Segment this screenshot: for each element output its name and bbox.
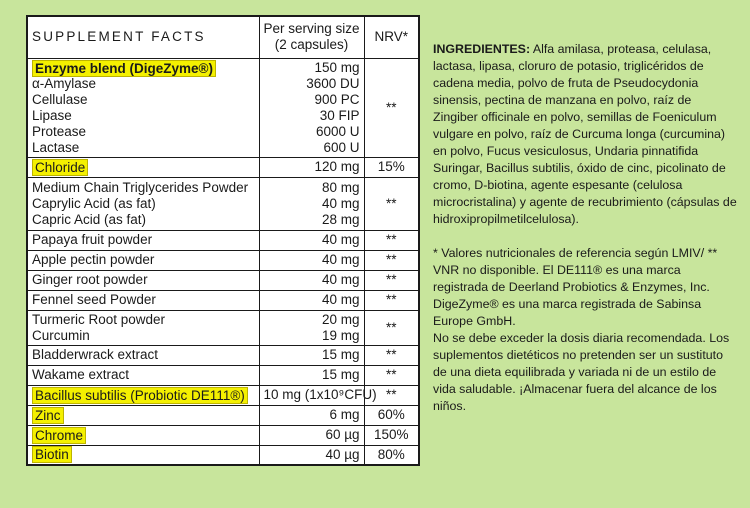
- enzyme-blend-names: [27, 58, 259, 157]
- nutrient-name: Turmeric Root powder: [32, 311, 166, 327]
- nutrient-nrv: **: [364, 385, 419, 405]
- nutrient-amount: 40 mg: [259, 250, 364, 270]
- nutrient-name: Bacillus subtilis (Probiotic DE111®): [32, 387, 248, 404]
- enzyme-blend-amount: 150 mg: [314, 59, 360, 75]
- turmeric-row: [27, 310, 419, 345]
- enzyme-blend-title: Enzyme blend (DigeZyme®): [32, 60, 216, 77]
- nrv-header: NRV*: [364, 16, 419, 58]
- nutrient-nrv: **: [364, 250, 419, 270]
- nutrient-name: Bladderwrack extract: [27, 345, 259, 365]
- ingredients-paragraph: [433, 41, 738, 228]
- nutrient-nrv: **: [364, 345, 419, 365]
- serving-size-header-line1: Per serving size: [263, 21, 360, 37]
- table-row: [27, 270, 419, 290]
- nutrient-name: Curcumin: [32, 327, 90, 343]
- nutrient-nrv: **: [364, 177, 419, 230]
- enzyme-item-amount: 600 U: [323, 139, 360, 155]
- nutrient-name: Chrome: [32, 427, 86, 444]
- enzyme-blend-amounts: [259, 58, 364, 157]
- enzyme-blend-nrv: **: [364, 58, 419, 157]
- ingredients-label: INGREDIENTES:: [433, 42, 531, 56]
- nutrient-amount: 28 mg: [321, 211, 360, 227]
- nutrient-amount: 40 mg: [321, 195, 360, 211]
- nutrient-amount: 19 mg: [321, 327, 360, 343]
- nutrient-name: Medium Chain Triglycerides Powder: [32, 179, 249, 195]
- nutrient-name-cell: [27, 445, 259, 465]
- nutrient-amount: 15 mg: [259, 365, 364, 385]
- nutrient-amount: 40 mg: [259, 290, 364, 310]
- turmeric-names: [27, 310, 259, 345]
- enzyme-blend-row: [27, 58, 419, 157]
- warning-note: No se debe exceder la dosis diaria recomendada. Los suplementos dietéticos no pretenden ser un sustituto de una dieta equilibrada y variada ni de un estilo de vida saludable. ¡Almacenar fuera del alcance de los niños.: [433, 331, 730, 413]
- nutrient-name: Papaya fruit powder: [27, 230, 259, 250]
- nutrient-nrv: **: [364, 365, 419, 385]
- mct-row: [27, 177, 419, 230]
- nutrient-amount: 15 mg: [259, 345, 364, 365]
- nutrient-nrv: **: [364, 270, 419, 290]
- mineral-row: [27, 405, 419, 425]
- nutrient-name: Wakame extract: [27, 365, 259, 385]
- nutrient-name-cell: [27, 405, 259, 425]
- reference-note: * Valores nutricionales de referencia según LMIV/ ** VNR no disponible. El DE111® es una marca registrada de Deerland Probiotics & Enzymes, Inc. DigeZyme® es una marca registrada de Sabinsa Europe GmbH.: [433, 246, 718, 328]
- table-header-row: [27, 16, 419, 58]
- table-row: [27, 365, 419, 385]
- nutrient-name: Caprylic Acid (as fat): [32, 195, 156, 211]
- enzyme-item-amount: 900 PC: [314, 91, 360, 107]
- nutrient-name: Ginger root powder: [27, 270, 259, 290]
- nutrient-amount: 40 mg: [259, 270, 364, 290]
- chloride-row: [27, 157, 419, 177]
- nutrient-nrv: 15%: [364, 157, 419, 177]
- nutrient-name-cell: [27, 425, 259, 445]
- mct-amounts: [259, 177, 364, 230]
- nutrient-nrv: **: [364, 230, 419, 250]
- nutrient-name: Biotin: [32, 446, 72, 463]
- ingredients-panel: [433, 41, 738, 415]
- nutrient-amount: 6 mg: [259, 405, 364, 425]
- nutrient-amount: 60 µg: [259, 425, 364, 445]
- enzyme-item-name: Lactase: [32, 139, 80, 155]
- nutrient-nrv: **: [364, 310, 419, 345]
- ingredients-text: Alfa amilasa, proteasa, celulasa, lactasa, lipasa, cloruro de potasio, triglicéridos de cadena media, polvo de fruta de Pseudocydonia sinensis, pectina de manzana en polvo, raíz de Zingiber officinale en polvo, semillas de Foeniculum vulgare en polvo, raíz de Curcuma longa (curcumina) en polvo, Fucus vesiculosus, Undaria pinnatifida Suringar, Bacillus subtilis, óxido de cinc, picolinato de cromo, D-biotina, agente espesante (celulosa microcristalina) y agente de recubrimiento (cápsulas de hidroxipropilmetilcelulosa).: [433, 42, 737, 226]
- enzyme-item-amount: 6000 U: [315, 123, 360, 139]
- nutrient-name: Apple pectin powder: [27, 250, 259, 270]
- enzyme-item-name: α-Amylase: [32, 75, 97, 91]
- nutrient-nrv: 80%: [364, 445, 419, 465]
- serving-size-header-line2: (2 capsules): [274, 37, 349, 53]
- table-row: [27, 290, 419, 310]
- mineral-row: [27, 445, 419, 465]
- table-title: SUPPLEMENT FACTS: [27, 16, 259, 58]
- table-row: [27, 230, 419, 250]
- nutrient-name: Zinc: [32, 407, 64, 424]
- nutrient-name-cell: [27, 385, 259, 405]
- nutrient-name: Chloride: [32, 159, 88, 176]
- nutrient-amount: 120 mg: [259, 157, 364, 177]
- mct-names: [27, 177, 259, 230]
- enzyme-item-name: Lipase: [32, 107, 72, 123]
- nutrient-amount: 10 mg (1x10⁹CFU): [259, 385, 364, 405]
- enzyme-item-name: Protease: [32, 123, 87, 139]
- nutrient-name-cell: [27, 157, 259, 177]
- nutrient-amount: 40 mg: [259, 230, 364, 250]
- mineral-row: [27, 425, 419, 445]
- nutrient-nrv: **: [364, 290, 419, 310]
- table-row: [27, 345, 419, 365]
- table-row: [27, 250, 419, 270]
- supplement-facts-table: [26, 15, 420, 466]
- nutrient-amount: 20 mg: [321, 311, 360, 327]
- nutrient-name: Capric Acid (as fat): [32, 211, 147, 227]
- enzyme-item-amount: 3600 DU: [306, 75, 360, 91]
- nutrient-name: Fennel seed Powder: [27, 290, 259, 310]
- enzyme-item-name: Cellulase: [32, 91, 88, 107]
- enzyme-item-amount: 30 FIP: [319, 107, 360, 123]
- serving-size-header: [259, 16, 364, 58]
- nutrient-nrv: 150%: [364, 425, 419, 445]
- nutrient-nrv: 60%: [364, 405, 419, 425]
- turmeric-amounts: [259, 310, 364, 345]
- nutrient-amount: 40 µg: [259, 445, 364, 465]
- nutrient-amount: 80 mg: [321, 179, 360, 195]
- bacillus-row: [27, 385, 419, 405]
